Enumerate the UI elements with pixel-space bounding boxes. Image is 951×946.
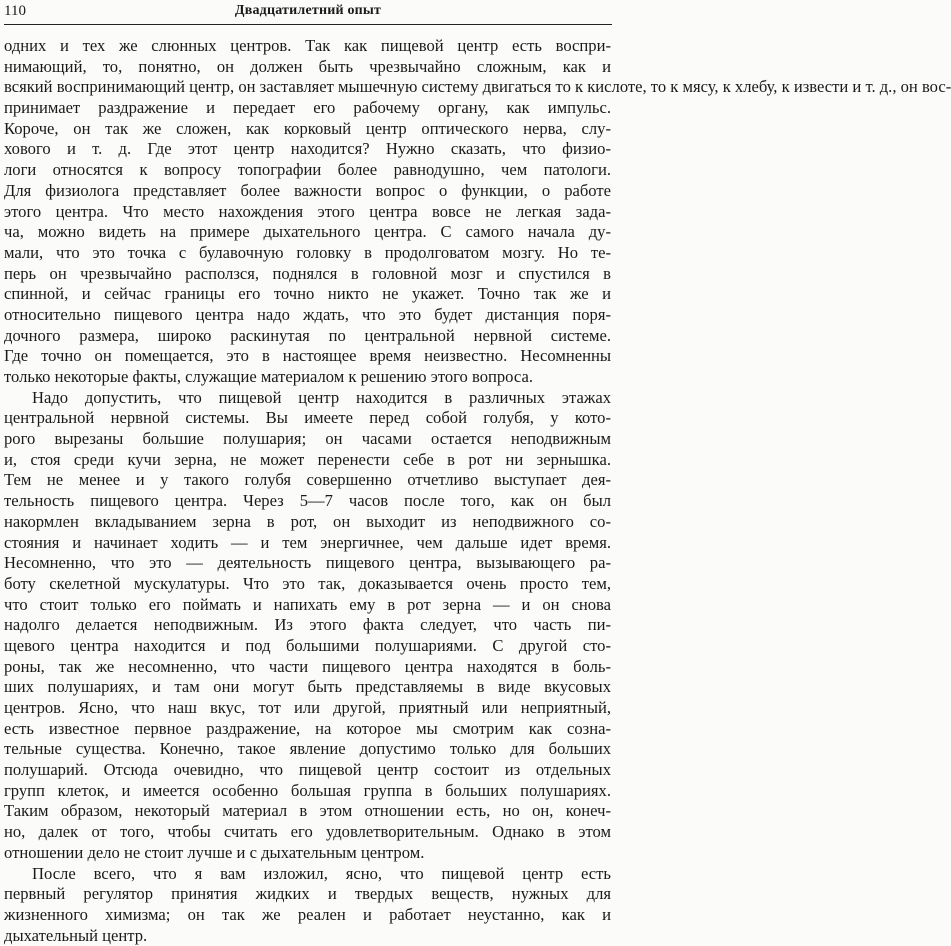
text-line: рого вырезаны большие полушария; он часами остается неподвижным — [4, 429, 611, 450]
text-line: Тем не менее и у такого голубя совершенно отчетливо выступает дея- — [4, 470, 611, 491]
text-line: дыхательный центр. — [4, 926, 611, 946]
text-line: только некоторые факты, служащие материалом к решению этого вопроса. — [4, 367, 611, 388]
text-line: боту скелетной мускулатуры. Что это так, доказывается очень просто тем, — [4, 574, 611, 595]
text-line: стояния и начинает ходить — и тем энергичнее, чем дальше идет время. — [4, 533, 611, 554]
text-line: логи относятся к вопросу топографии более равнодушно, чем патологи. — [4, 160, 611, 181]
paragraph — [4, 388, 611, 864]
text-line: относительно пищевого центра надо ждать, что это будет дистанция поря- — [4, 305, 611, 326]
text-line: что стоит только его поймать и напихать ему в рот зерна — и он снова — [4, 595, 611, 616]
paragraph — [4, 864, 611, 946]
text-line: полушарий. Отсюда очевидно, что пищевой центр состоит из отдельных — [4, 760, 611, 781]
text-line: отношении дело не стоит лучше и с дыхательным центром. — [4, 843, 611, 864]
text-line: ча, можно видеть на примере дыхательного центра. С самого начала ду- — [4, 222, 611, 243]
text-line: ших полушариях, и там они могут быть представляемы в виде вкусовых — [4, 677, 611, 698]
text-line: хового и т. д. Где этот центр находится? Нужно сказать, что физио- — [4, 139, 611, 160]
running-title: Двадцатилетний опыт — [4, 3, 612, 19]
text-line: роны, так же несомненно, что части пищевого центра находятся в боль- — [4, 657, 611, 678]
paragraph — [4, 36, 611, 388]
text-line: перь он чрезвычайно расползся, поднялся в головной мозг и спустился в — [4, 264, 611, 285]
text-line: тельность пищевого центра. Через 5—7 часов после того, как он был — [4, 491, 611, 512]
text-line: но, далек от того, чтобы считать его удовлетворительным. Однако в этом — [4, 822, 611, 843]
text-line: и, стоя среди кучи зерна, не может перенести себе в рот ни зернышка. — [4, 450, 611, 471]
text-line: спинной, и сейчас границы его точно никто не укажет. Точно так же и — [4, 284, 611, 305]
text-line: этого центра. Что место нахождения этого центра вовсе не легкая зада- — [4, 202, 611, 223]
text-line: дочного размера, широко раскинутая по центральной нервной системе. — [4, 326, 611, 347]
text-line: Для физиолога представляет более важности вопрос о функции, о работе — [4, 181, 611, 202]
text-line: После всего, что я вам изложил, ясно, что пищевой центр есть — [4, 864, 611, 885]
text-line: тельные существа. Конечно, такое явление допустимо только для больших — [4, 739, 611, 760]
page-number: 110 — [4, 3, 26, 20]
text-line: есть известное первное раздражение, на которое мы смотрим как созна- — [4, 719, 611, 740]
text-line: Где точно он помещается, это в настоящее время неизвестно. Несомненны — [4, 346, 611, 367]
text-line: принимает раздражение и передает его рабочему органу, как импульс. — [4, 98, 611, 119]
text-line: Короче, он так же сложен, как корковый центр оптического нерва, слу- — [4, 119, 611, 140]
text-line: первный регулятор принятия жидких и твердых веществ, нужных для — [4, 884, 611, 905]
page-header — [4, 0, 612, 25]
text-line: центральной нервной системы. Вы имеете перед собой голубя, у кото- — [4, 408, 611, 429]
text-line: Таким образом, некоторый материал в этом отношении есть, но он, конеч- — [4, 801, 611, 822]
text-line: групп клеток, и имеется особенно большая группа в больших полушариях. — [4, 781, 611, 802]
text-line: надолго делается неподвижным. Из этого факта следует, что часть пи- — [4, 615, 611, 636]
text-line: нимающий, то, понятно, он должен быть чрезвычайно сложным, как и — [4, 57, 611, 78]
text-line: Надо допустить, что пищевой центр находится в различных этажах — [4, 388, 611, 409]
text-line: накормлен вкладыванием зерна в рот, он выходит из неподвижного со- — [4, 512, 611, 533]
text-line: жизненного химизма; он так же реален и работает неустанно, как и — [4, 905, 611, 926]
text-line: одних и тех же слюнных центров. Так как пищевой центр есть воспри- — [4, 36, 611, 57]
text-line: мали, что это точка с булавочную головку в продолговатом мозгу. Но те- — [4, 243, 611, 264]
text-line: центров. Ясно, что наш вкус, тот или другой, приятный или неприятный, — [4, 698, 611, 719]
text-line: Несомненно, что это — деятельность пищевого центра, вызывающего ра- — [4, 553, 611, 574]
text-line: щевого центра находится и под большими полушариями. С другой сто- — [4, 636, 611, 657]
body-text — [4, 36, 611, 946]
text-line: всякий воспринимающий центр, он заставляет мышечную систему двигаться то к кислоте, то к мясу, к хлебу, к извести и т. д., он вос- — [4, 77, 611, 98]
